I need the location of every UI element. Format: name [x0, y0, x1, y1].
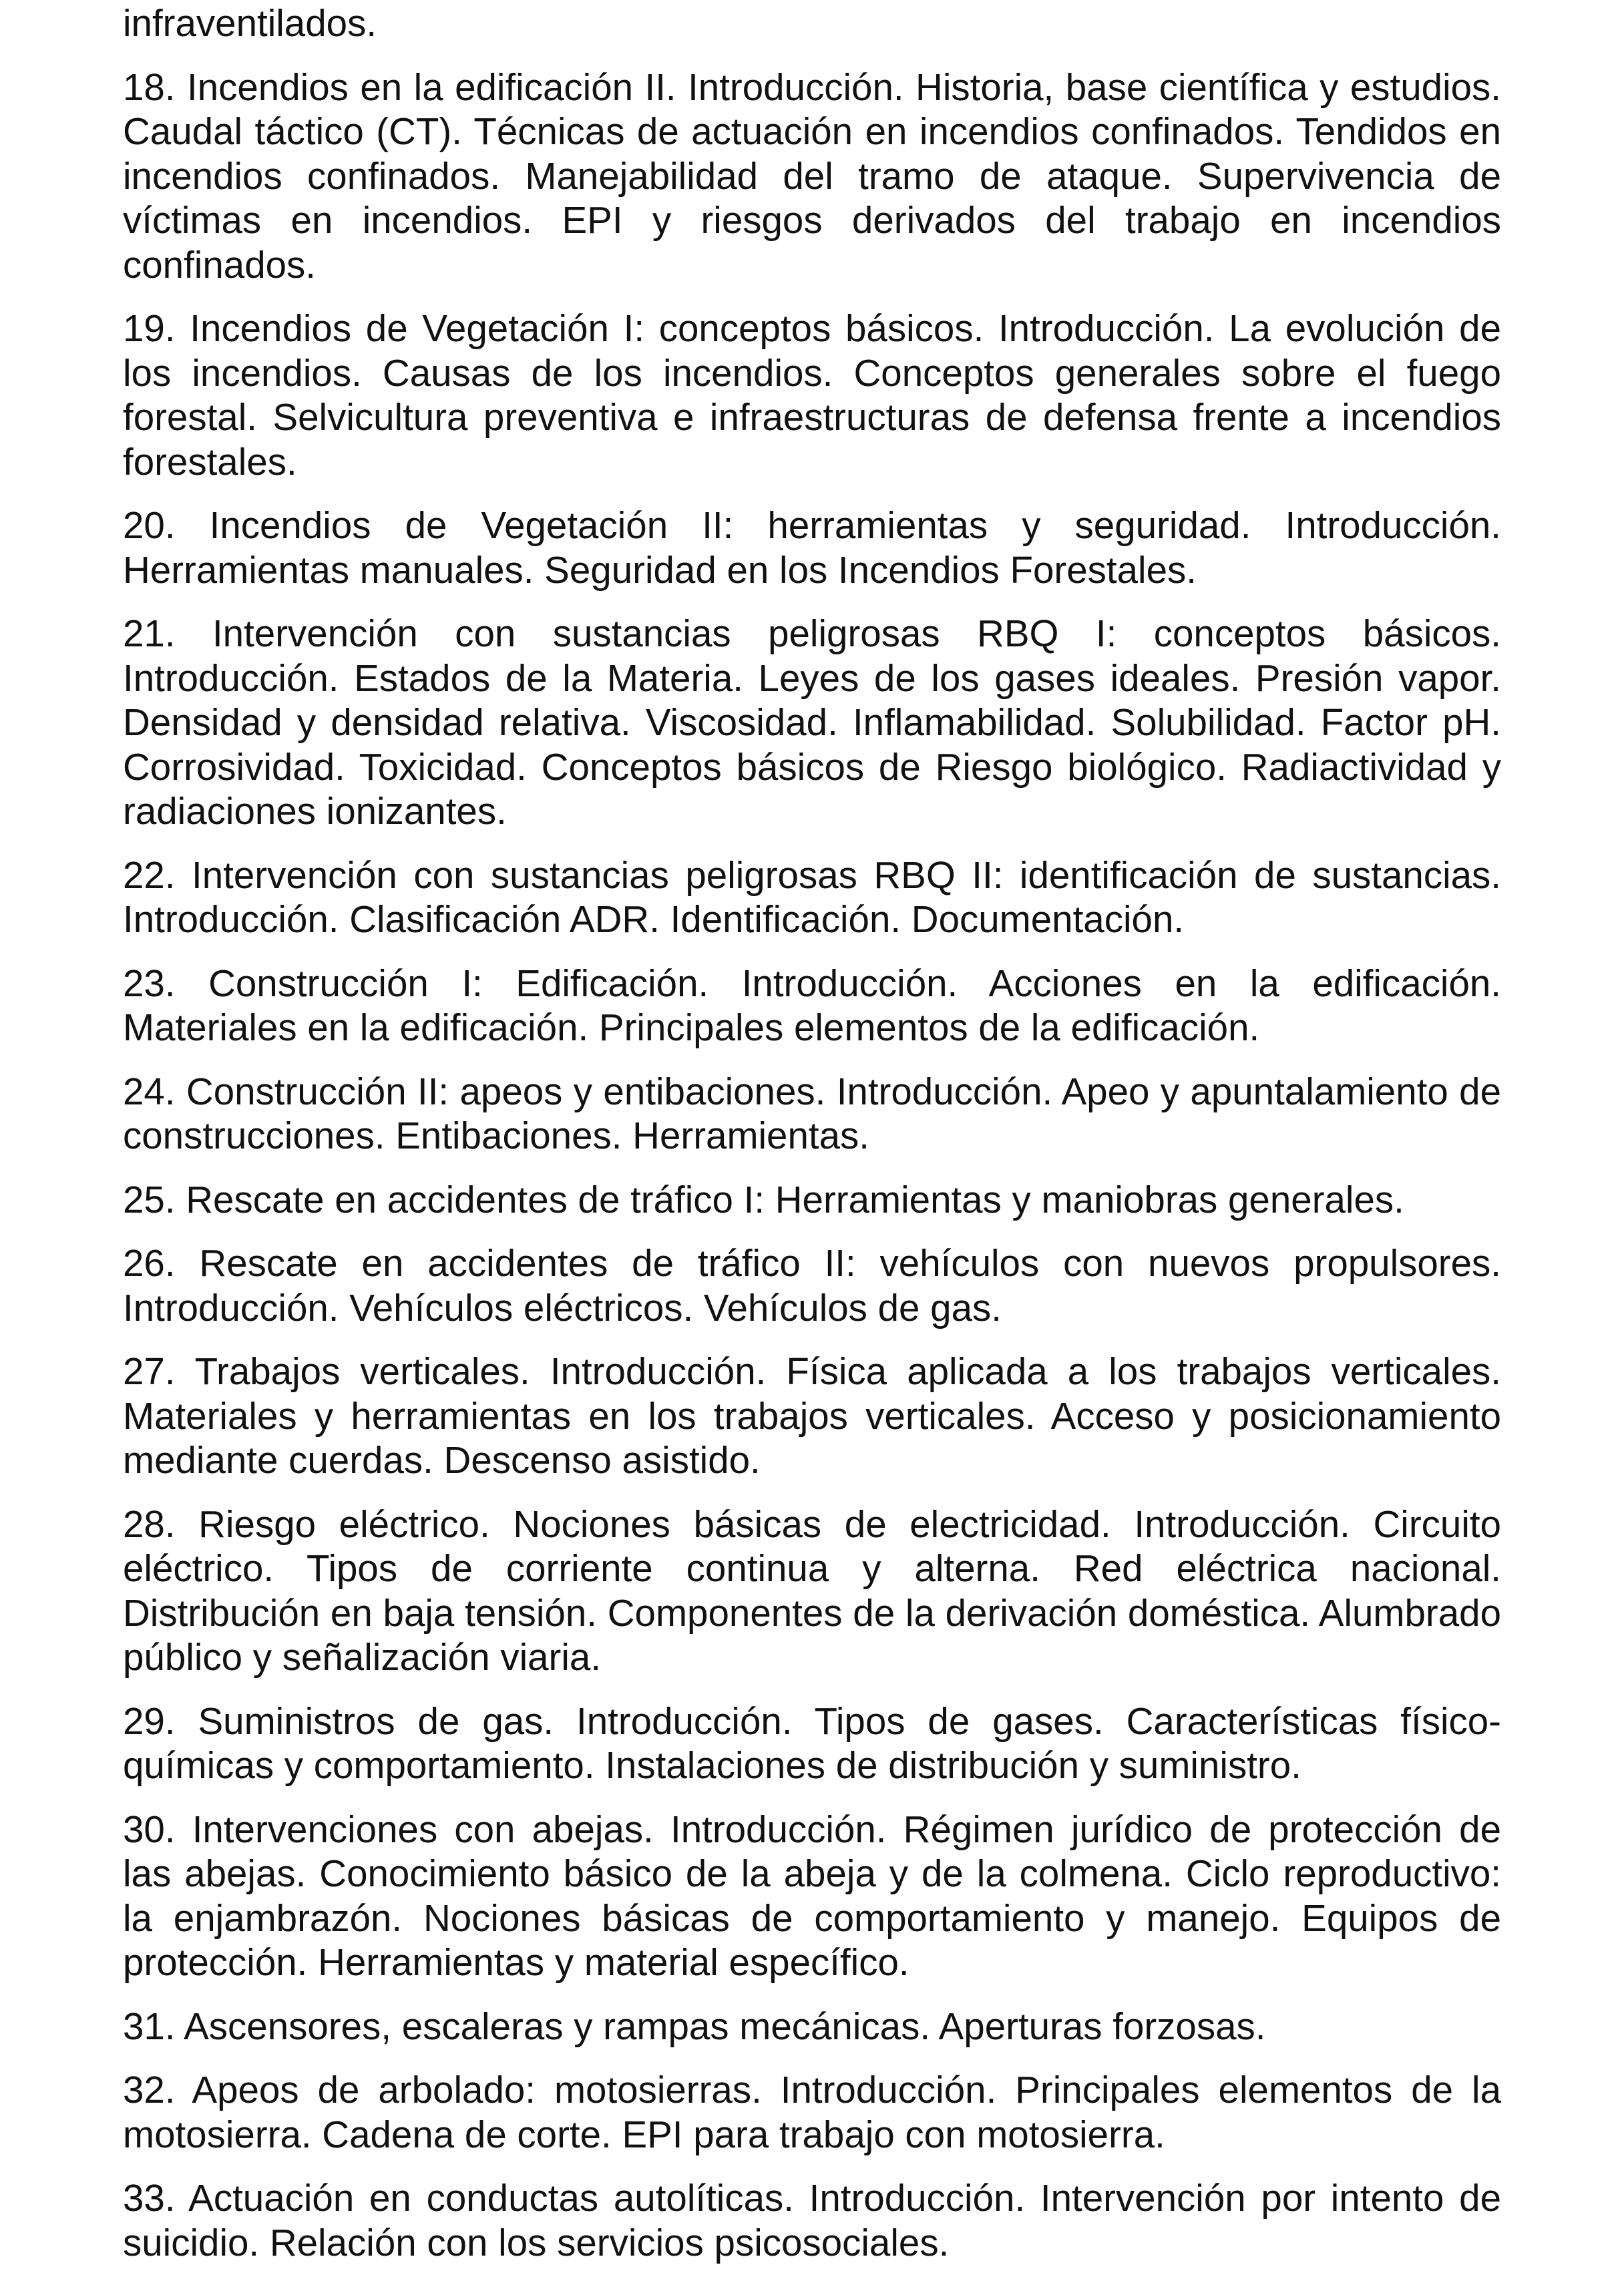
- topic-item-29: 29. Suministros de gas. Introducción. Tipos de gases. Características físico-químicas y comportamiento. Instalaciones de distribución y suministro.: [123, 1699, 1501, 1786]
- topic-item-32: 32. Apeos de arbolado: motosierras. Introducción. Principales elementos de la motosierra. Cadena de corte. EPI para trabajo con motosierra.: [123, 2069, 1501, 2155]
- topic-item-20: 20. Incendios de Vegetación II: herramientas y seguridad. Introducción. Herramientas manuales. Seguridad en los Incendios Forestales.: [123, 504, 1501, 591]
- topic-item-21: 21. Intervención con sustancias peligrosas RBQ I: conceptos básicos. Introducción. Estados de la Materia. Leyes de los gases ideales. Presión vapor. Densidad y densidad relativa. Viscosidad. Inflamabilidad. Solubilidad. Factor pH. Corrosividad. Toxicidad. Conceptos básicos de Riesgo biológico. Radiactividad y radiaciones ionizantes.: [123, 612, 1501, 832]
- topic-item-33: 33. Actuación en conductas autolíticas. Introducción. Intervención por intento de suicidio. Relación con los servicios psicosociales.: [123, 2177, 1501, 2264]
- topic-item-24: 24. Construcción II: apeos y entibaciones. Introducción. Apeo y apuntalamiento de construcciones. Entibaciones. Herramientas.: [123, 1070, 1501, 1157]
- topic-item-31: 31. Ascensores, escaleras y rampas mecánicas. Aperturas forzosas.: [123, 2005, 1266, 2047]
- topic-item-27: 27. Trabajos verticales. Introducción. Física aplicada a los trabajos verticales. Materiales y herramientas en los trabajos verticales. Acceso y posicionamiento mediante cuerdas. Descenso asistido.: [123, 1350, 1501, 1481]
- document-page: [123, 0, 1501, 2281]
- lead-text-fragment: infraventilados.: [123, 2, 377, 44]
- topic-item-25: 25. Rescate en accidentes de tráfico I: Herramientas y maniobras generales.: [123, 1178, 1404, 1221]
- topic-item-19: 19. Incendios de Vegetación I: conceptos básicos. Introducción. La evolución de los incendios. Causas de los incendios. Conceptos generales sobre el fuego forestal. Selvicultura preventiva e infraestructuras de defensa frente a incendios forestales.: [123, 307, 1501, 483]
- topic-item-22: 22. Intervención con sustancias peligrosas RBQ II: identificación de sustancias. Introducción. Clasificación ADR. Identificación. Documentación.: [123, 853, 1501, 940]
- topic-item-30: 30. Intervenciones con abejas. Introducción. Régimen jurídico de protección de las abejas. Conocimiento básico de la abeja y de la colmena. Ciclo reproductivo: la enjambrazón. Nociones básicas de comportamiento y manejo. Equipos de protección. Herramientas y material específico.: [123, 1808, 1501, 1983]
- topic-item-23: 23. Construcción I: Edificación. Introducción. Acciones en la edificación. Materiales en la edificación. Principales elementos de la edificación.: [123, 962, 1501, 1048]
- topic-item-28: 28. Riesgo eléctrico. Nociones básicas de electricidad. Introducción. Circuito eléctrico. Tipos de corriente continua y alterna. Red eléctrica nacional. Distribución en baja tensión. Componentes de la derivación doméstica. Alumbrado público y señalización viaria.: [123, 1502, 1501, 1678]
- topic-item-26: 26. Rescate en accidentes de tráfico II: vehículos con nuevos propulsores. Introducción. Vehículos eléctricos. Vehículos de gas.: [123, 1242, 1501, 1329]
- topic-item-18: 18. Incendios en la edificación II. Introducción. Historia, base científica y estudios. Caudal táctico (CT). Técnicas de actuación en incendios confinados. Tendidos en incendios confinados. Manejabilidad del tramo de ataque. Supervivencia de víctimas en incendios. EPI y riesgos derivados del trabajo en incendios confinados.: [123, 65, 1501, 286]
